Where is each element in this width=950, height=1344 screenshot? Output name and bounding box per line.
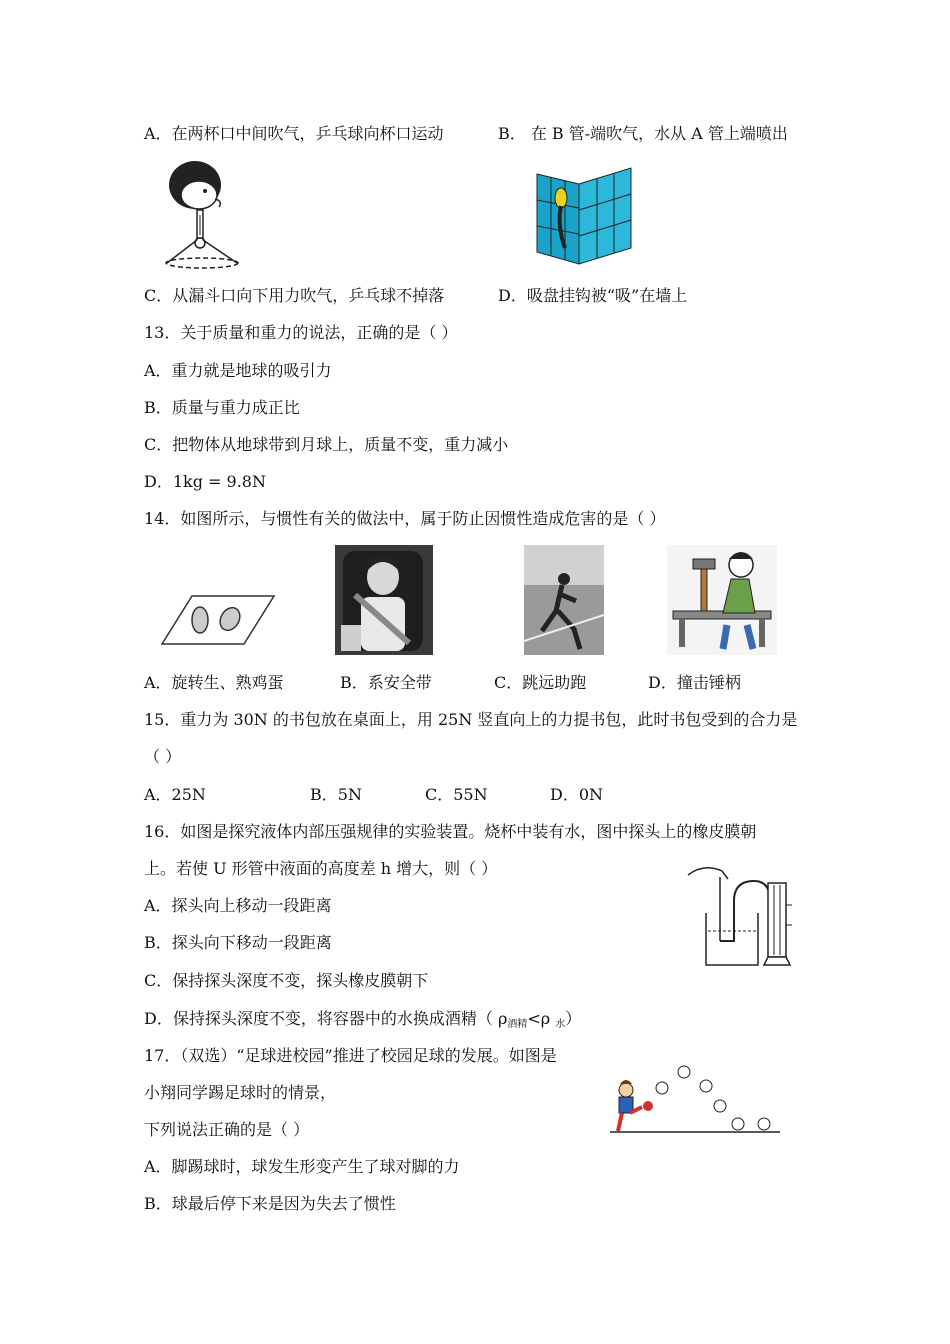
q13-option-c: C．把物体从地球带到月球上，质量不变，重力减小 bbox=[144, 435, 509, 454]
q16-option-b: B．探头向下移动一段距离 bbox=[144, 933, 332, 952]
q14-option-c: C．跳远助跑 bbox=[494, 673, 587, 692]
q15-option-b: B．5N bbox=[310, 785, 362, 804]
eggs-figure bbox=[160, 592, 276, 648]
q12-option-a: A．在两杯口中间吹气，乒乓球向杯口运动 bbox=[144, 124, 444, 143]
q13-option-a: A．重力就是地球的吸引力 bbox=[144, 361, 332, 380]
q14-option-d: D．撞击锤柄 bbox=[648, 673, 741, 692]
q17-stem-line2: 小翔同学踢足球时的情景， bbox=[144, 1083, 337, 1102]
q14-option-a: A．旋转生、熟鸡蛋 bbox=[144, 673, 284, 692]
long-jump-figure bbox=[524, 545, 604, 655]
q15-option-d: D．0N bbox=[550, 785, 604, 804]
q12-option-b: B． 在 B 管-端吹气，水从 A 管上端喷出 bbox=[498, 124, 788, 143]
q12-option-c: C．从漏斗口向下用力吹气，乒乓球不掉落 bbox=[144, 286, 445, 305]
suction-hook-figure bbox=[535, 162, 635, 267]
q16-option-c: C．保持探头深度不变，探头橡皮膜朝下 bbox=[144, 971, 429, 990]
q16-stem-line2: 上。若使 U 形管中液面的高度差 h 增大，则（ ） bbox=[144, 859, 498, 878]
football-kick-figure bbox=[608, 1062, 783, 1136]
q17-stem-line3: 下列说法正确的是（ ） bbox=[144, 1120, 310, 1139]
q17-stem-line1: 17．（双选）“足球进校园”推进了校园足球的发展。如图是 bbox=[144, 1046, 557, 1065]
seatbelt-figure bbox=[335, 545, 433, 655]
q16-option-d: D．保持探头深度不变，将容器中的水换成酒精（ $\rho_{酒精}<\rho$ $_水$） bbox=[144, 1009, 582, 1030]
q16-option-a: A．探头向上移动一段距离 bbox=[144, 896, 332, 915]
q17-option-a: A．脚踢球时，球发生形变产生了球对脚的力 bbox=[144, 1157, 460, 1176]
q13-stem: 13．关于质量和重力的说法，正确的是（ ） bbox=[144, 323, 458, 342]
q13-option-d: D．1kg = 9.8N bbox=[144, 472, 266, 491]
funnel-blowing-figure bbox=[155, 155, 245, 270]
u-tube-apparatus-figure bbox=[680, 855, 800, 975]
q17-option-b: B．球最后停下来是因为失去了惯性 bbox=[144, 1194, 396, 1213]
q14-stem: 14．如图所示，与惯性有关的做法中，属于防止因惯性造成危害的是（ ） bbox=[144, 509, 666, 528]
q14-option-b: B．系安全带 bbox=[340, 673, 432, 692]
q15-option-a: A．25N bbox=[144, 785, 206, 804]
q15-paren: （ ） bbox=[144, 747, 182, 766]
q15-option-c: C．55N bbox=[425, 785, 488, 804]
q13-option-b: B．质量与重力成正比 bbox=[144, 398, 300, 417]
q15-stem: 15．重力为 30N 的书包放在桌面上，用 25N 竖直向上的力提书包，此时书包受到的合力是 bbox=[144, 710, 798, 729]
q12-option-d: D．吸盘挂钩被“吸”在墙上 bbox=[498, 286, 688, 305]
q16-stem-line1: 16．如图是探究液体内部压强规律的实验装置。烧杯中装有水，图中探头上的橡皮膜朝 bbox=[144, 822, 757, 841]
hammer-figure bbox=[667, 545, 777, 655]
